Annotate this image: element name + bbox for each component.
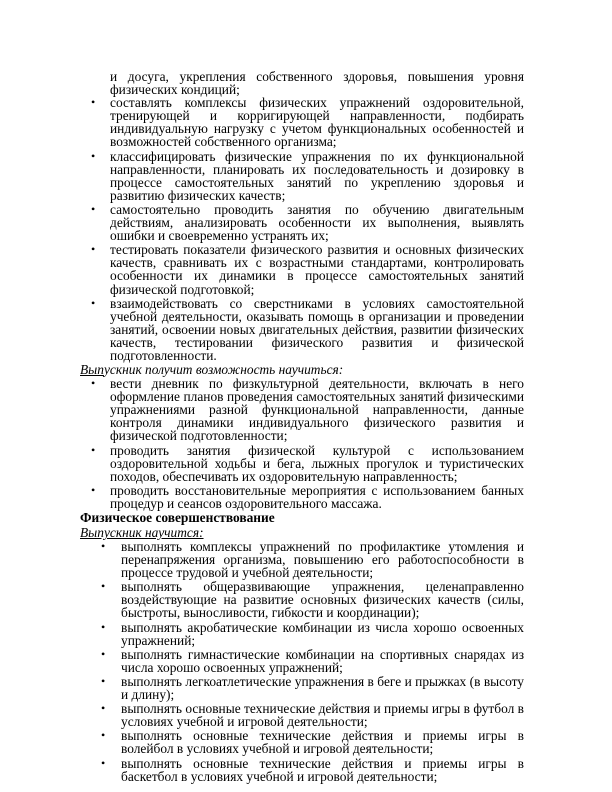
skills-list-3 (80, 540, 524, 783)
bullet-icon: • (91, 295, 96, 310)
list-item: • взаимодействовать со сверстниками в условиях самостоятельной учебной деятельности, оказывать помощь в организации и проведении занятий, освоении новых двигательных действия, развитии физических качеств, тестировании физического развития и физической подготовленности. (91, 295, 524, 363)
section-heading: Физическое совершенствование (80, 510, 275, 525)
section-label-opportunity: Выпускник получит возможность научиться: (80, 362, 344, 378)
bullet-icon: • (101, 579, 106, 594)
bullet-icon: • (101, 755, 106, 770)
list-item: • классифицировать физические упражнения по их функциональной направленности, планировать их последовательность и дозировку в процессе самостоятельных занятий по укреплению здоровья и развитию физических качеств; (91, 148, 524, 203)
list-item: • выполнять гимнастические комбинации на спортивных снарядах из числа хорошо освоенных упражнений; (101, 646, 524, 675)
bullet-icon: • (101, 701, 106, 716)
list-item: • выполнять легкоатлетические упражнения в беге и прыжках (в высоту и длину); (101, 673, 524, 703)
list-item: • проводить занятия физической культурой с использованием оздоровительной ходьбы и бега, лыжных прогулок и туристических походов, обеспечивать их оздоровительную направленность; (91, 442, 524, 484)
bullet-icon: • (101, 673, 106, 688)
bullet-icon: • (101, 619, 106, 634)
list-item: • составлять комплексы физических упражнений оздоровительной, тренирующей и корригирующей направленности, подбирать индивидуальную нагрузку с учетом функциональных особенностей и возможностей собственного организма; (91, 95, 524, 150)
list-item: • выполнять основные технические действия и приемы игры в волейбол в условиях учебной и игровой деятельности; (101, 728, 524, 757)
bullet-icon: • (101, 539, 106, 553)
skills-list-1 (80, 96, 524, 362)
list-item: • самостоятельно проводить занятия по обучению двигательным действиям, анализировать особенности их выполнения, выявлять ошибки и своевременно устранять их; (91, 201, 524, 244)
list-item: • выполнять комплексы упражнений по профилактике утомления и перенапряжения организма, повышению его работоспособности в процессе трудовой и учебной деятельности; (101, 539, 524, 581)
list-item: • выполнять акробатические комбинации из числа хорошо освоенных упражнений; (101, 619, 524, 648)
bullet-icon: • (101, 728, 106, 743)
section-label-learn: Выпускник научится: (80, 525, 204, 540)
bullet-icon: • (91, 95, 96, 110)
list-item: • вести дневник по физкультурной деятельности, включать в него оформление планов проведения самостоятельных занятий физическими упражнениями разной функциональной направленности, данные контроля динамики индивидуального физического развития и физической подготовленности; (91, 376, 524, 444)
bullet-icon: • (91, 201, 96, 216)
bullet-icon: • (91, 442, 96, 457)
skills-list-2 (80, 377, 524, 510)
bullet-icon: • (101, 646, 106, 661)
list-item: • тестировать показатели физического развития и основных физических качеств, сравнивать их с возрастными стандартами, контролировать особенности их динамики в процессе самостоятельных занятий физической подготовкой; (91, 242, 524, 297)
list-item: • выполнять общеразвивающие упражнения, целенаправленно воздействующие на развитие основных физических качеств (силы, быстроты, выносливости, гибкости и координации); (101, 579, 524, 621)
list-item: • проводить восстановительные мероприятия с использованием банных процедур и сеансов оздоровительного массажа. (91, 482, 524, 511)
bullet-icon: • (91, 482, 96, 497)
bullet-icon: • (91, 148, 96, 163)
bullet-icon: • (91, 242, 96, 257)
bullet-icon: • (91, 376, 96, 391)
list-item: • выполнять основные технические действия и приемы игры в баскетбол в условиях учебной и игровой деятельности; (101, 755, 524, 784)
list-item: • выполнять основные технические действия и приемы игры в футбол в условиях учебной и игровой деятельности; (101, 701, 524, 730)
continuation-text: и досуга, укрепления собственного здоровья, повышения уровня физических кондиций; (110, 69, 524, 98)
